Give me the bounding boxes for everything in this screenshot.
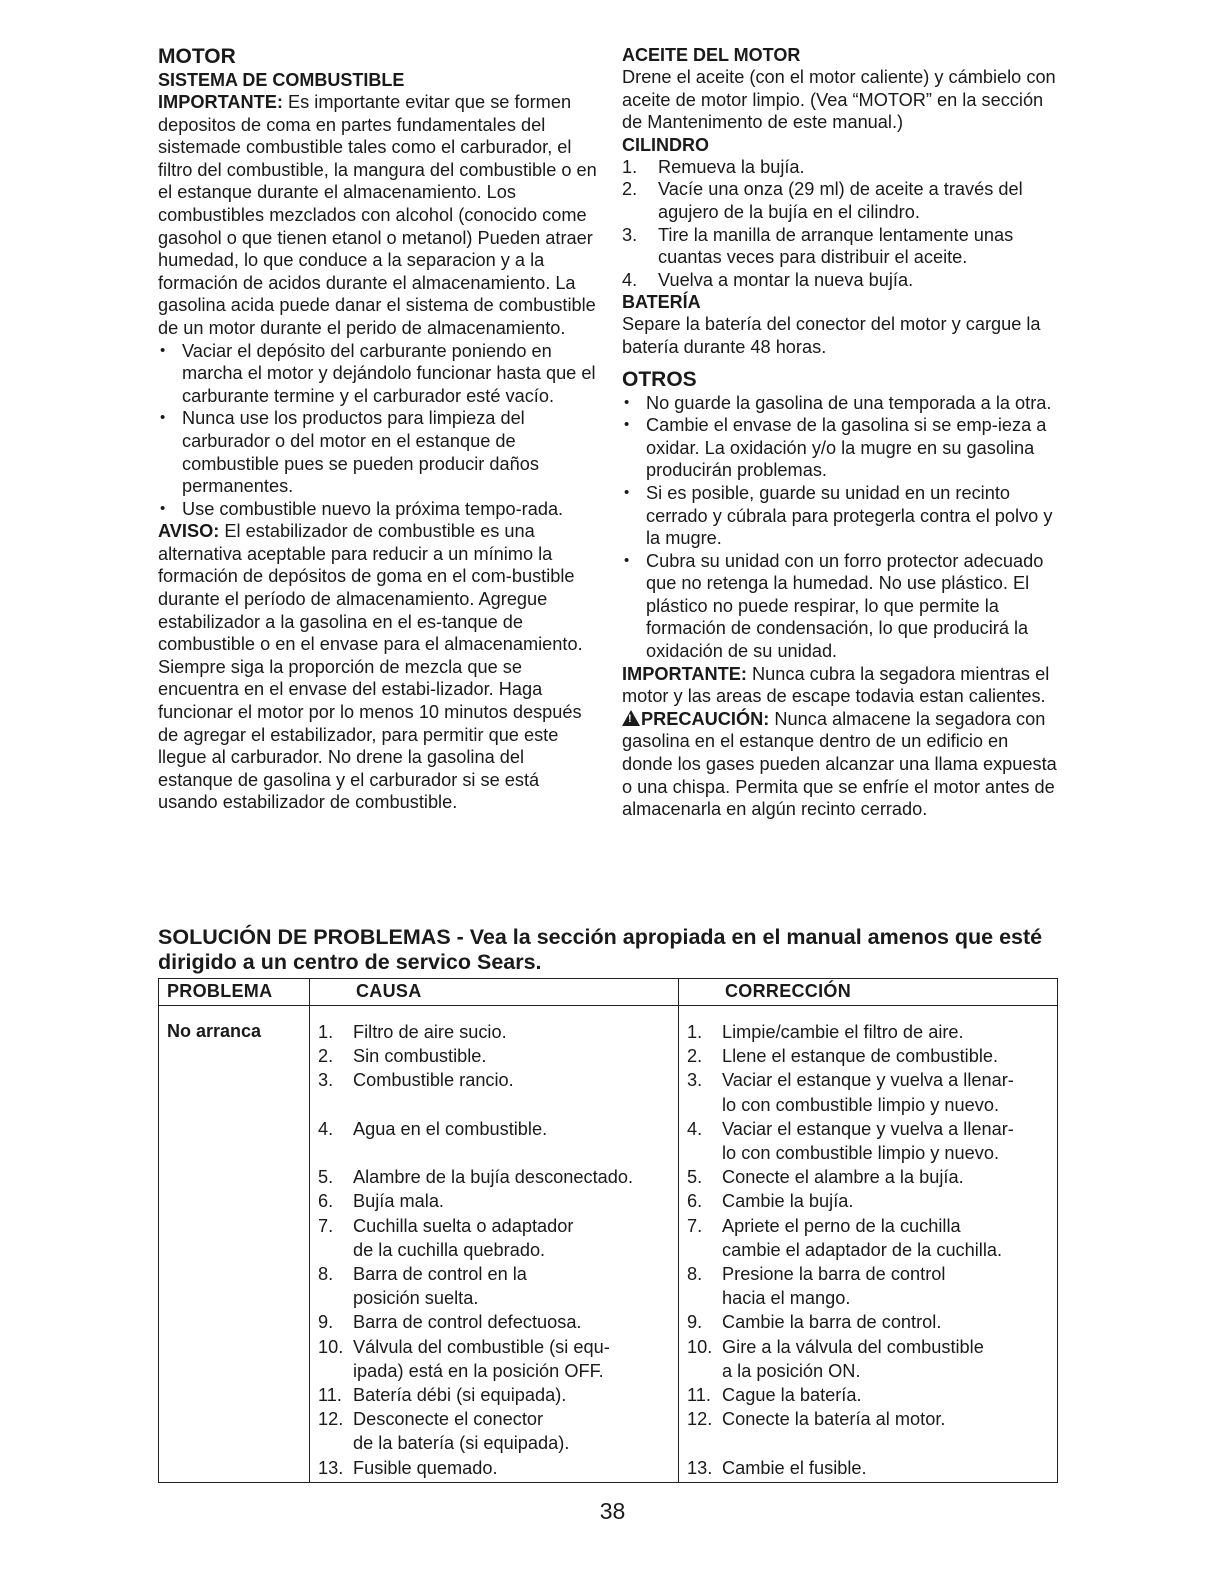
- cause-item: 13. Fusible quemado.: [318, 1457, 498, 1478]
- correction-item: a la posición ON.: [722, 1360, 861, 1381]
- problem-cell: No arranca: [159, 1006, 310, 1483]
- step-number: 3.: [622, 224, 638, 245]
- column-header-correction: CORRECCIÓN: [679, 979, 1058, 1006]
- list-item: • Cubra su unidad con un forro protector adecuado que no retenga la humedad. No use plástico. El plástico no puede respirar, lo que permite la formación de condensación, lo que producirá la oxidación de su unidad.: [622, 550, 1062, 663]
- important-text: Es importante evitar que se formen depositos de coma en partes fundamentales del sistemade combustible tales como el carburador, el filtro del combustible, la mangura del combustible o en el estanque durante el almacenamiento. Los combustibles mezclados con alcohol (conocido come gasohol o que tienen etanol o metanol) Pueden atraer humedad, lo que conduce a la separacion y a la formación de acidos durante el almacenamiento. La gasolina acida puede danar el sistema de combustible de un motor durante el perido de almacenamiento.: [158, 92, 597, 338]
- engine-oil-heading: ACEITE DEL MOTOR: [622, 45, 801, 65]
- list-item: • Cambie el envase de la gasolina si se emp-ieza a oxidar. La oxidación y/o la mugre en su gasolina producirán problemas.: [622, 414, 1062, 482]
- caution-paragraph: [622, 708, 1062, 821]
- correction-item: 12. Conecte la batería al motor.: [687, 1409, 946, 1430]
- others-important-paragraph: [622, 663, 1062, 708]
- correction-item: lo con combustible limpio y nuevo.: [722, 1143, 999, 1164]
- cause-item: posición suelta.: [353, 1288, 479, 1309]
- step-text: Vuelva a montar la nueva bujía.: [658, 269, 914, 290]
- list-item: • Vaciar el depósito del carburante poniendo en marcha el motor y dejándolo funcionar hasta que el carburante termine y el carburador esté vacío.: [158, 340, 598, 408]
- aviso-text: El estabilizador de combustible es una alternativa aceptable para reducir a un mínimo la formación de depósitos de goma en el com-bustible durante el período de almacenamiento. Agregue estabilizador a la gasolina en el es-tanque de combustible o en el envase para el almacenamiento. Siempre siga la proporción de mezcla que se encuentra en el envase del estabi-lizador. Haga funcionar el motor por lo menos 10 minutos después de agregar el estabilizador, para permitir que este llegue al carburador. No drene la gasolina del estanque de gasolina y el carburador si se está usando estabilizador de combustible.: [158, 521, 583, 813]
- list-item: • Use combustible nuevo la próxima tempo-rada.: [158, 498, 598, 521]
- right-column: [622, 44, 1062, 821]
- causes-cell: [310, 1006, 679, 1483]
- troubleshooting-heading: SOLUCIÓN DE PROBLEMAS - Vea la sección apropiada en el manual amenos que esté dirigido a un centro de servico Sears.: [158, 925, 1043, 974]
- aviso-label: AVISO:: [158, 521, 220, 542]
- cylinder-heading: CILINDRO: [622, 134, 709, 155]
- list-item: • No guarde la gasolina de una temporada a la otra.: [622, 392, 1062, 415]
- others-heading: OTROS: [622, 367, 697, 391]
- table-row: [159, 1006, 1058, 1483]
- correction-item: hacia el mango.: [722, 1288, 851, 1309]
- cylinder-steps: [622, 156, 1062, 292]
- list-item: [622, 269, 1062, 292]
- correction-item: 13. Cambie el fusible.: [687, 1457, 867, 1478]
- important-label: IMPORTANTE:: [622, 663, 747, 684]
- correction-item: 8. Presione la barra de control: [687, 1264, 946, 1285]
- left-column: [158, 44, 598, 814]
- fuel-bullet-list: [158, 340, 598, 521]
- caution-text: Nunca almacene la segadora con gasolina en el estanque dentro de un edificio en donde los gases pueden alcanzar una llama expuesta o una chispa. Permita que se enfríe el motor antes de almacenarla en algún recinto cerrado.: [622, 708, 1057, 820]
- cause-item: 1. Filtro de aire sucio.: [318, 1022, 507, 1042]
- correction-item: 7. Apriete el perno de la cuchilla: [687, 1215, 961, 1236]
- correction-item: 3. Vaciar el estanque y vuelva a llenar-: [687, 1070, 1014, 1091]
- cause-item: de la batería (si equipada).: [353, 1433, 570, 1454]
- cause-item: [318, 1141, 672, 1165]
- cause-item: de la cuchilla quebrado.: [353, 1239, 546, 1260]
- aviso-paragraph: [158, 520, 598, 814]
- correction-item: 6. Cambie la bujía.: [687, 1191, 854, 1212]
- fuel-system-heading: SISTEMA DE COMBUSTIBLE: [158, 70, 405, 90]
- list-item: • Nunca use los productos para limpieza del carburador o del motor en el estanque de combustible pues se pueden producir daños permanentes.: [158, 407, 598, 497]
- step-text: Tire la manilla de arranque lentamente unas cuantas veces para distribuir el aceite.: [658, 224, 1014, 268]
- cause-item: 7. Cuchilla suelta o adaptador: [318, 1215, 574, 1236]
- cause-item: 11. Batería débi (si equipada).: [318, 1385, 567, 1406]
- battery-text: Separe la batería del conector del motor y cargue la batería durante 48 horas.: [622, 314, 1041, 357]
- correction-item: 2. Llene el estanque de combustible.: [687, 1046, 999, 1067]
- list-item: • Si es posible, guarde su unidad en un recinto cerrado y cúbrala para protegerla contra el polvo y la mugre.: [622, 482, 1062, 550]
- cause-item: 4. Agua en el combustible.: [318, 1118, 548, 1139]
- others-bullet-list: [622, 392, 1062, 663]
- troubleshooting-table: [158, 978, 1058, 1483]
- correction-item: 11. Cague la batería.: [687, 1385, 862, 1406]
- cause-item: 9. Barra de control defectuosa.: [318, 1312, 582, 1333]
- column-header-problem: PROBLEMA: [159, 979, 310, 1006]
- motor-heading: MOTOR: [158, 45, 236, 68]
- cause-item: 8. Barra de control en la: [318, 1264, 527, 1285]
- step-number: 1.: [622, 156, 638, 177]
- step-number: 4.: [622, 269, 638, 290]
- page-number: 38: [599, 1498, 626, 1524]
- list-item: [622, 224, 1062, 269]
- fuel-important-paragraph: [158, 91, 598, 340]
- cause-item: [318, 1093, 672, 1117]
- cause-item: 6. Bujía mala.: [318, 1191, 444, 1212]
- list-item: [622, 156, 1062, 179]
- cause-item: 10. Válvula del combustible (si equ-: [318, 1336, 610, 1357]
- correction-item: 5. Conecte el alambre a la bujía.: [687, 1167, 964, 1188]
- cause-item: ipada) está en la posición OFF.: [353, 1360, 604, 1381]
- correction-item: lo con combustible limpio y nuevo.: [722, 1094, 999, 1115]
- important-label: IMPORTANTE:: [158, 92, 283, 112]
- cause-item: 3. Combustible rancio.: [318, 1070, 514, 1091]
- warning-triangle-icon: [622, 710, 640, 726]
- battery-heading: BATERÍA: [622, 292, 701, 313]
- step-text: Remueva la bujía.: [658, 156, 805, 177]
- column-header-cause: CAUSA: [310, 979, 679, 1006]
- engine-oil-text: Drene el aceite (con el motor caliente) y cámbielo con aceite de motor limpio. (Vea “MOTOR” en la sección de Mantenimento de este manual.): [622, 67, 1056, 133]
- list-item: [622, 178, 1062, 223]
- cause-item: 5. Alambre de la bujía desconectado.: [318, 1167, 634, 1188]
- correction-item: cambie el adaptador de la cuchilla.: [722, 1239, 1003, 1260]
- step-text: Vacíe una onza (29 ml) de aceite a través del agujero de la bujía en el cilindro.: [658, 179, 1023, 222]
- caution-label: PRECAUCIÓN:: [641, 708, 770, 729]
- step-number: 2.: [622, 179, 638, 200]
- correction-item: 9. Cambie la barra de control.: [687, 1312, 942, 1333]
- correction-item: [687, 1431, 1051, 1455]
- correction-item: 1. Limpie/cambie el filtro de aire.: [687, 1022, 964, 1042]
- correction-item: 10. Gire a la válvula del combustible: [687, 1336, 984, 1357]
- correction-item: 4. Vaciar el estanque y vuelva a llenar-: [687, 1118, 1014, 1139]
- corrections-cell: [679, 1006, 1058, 1483]
- cause-item: 2. Sin combustible.: [318, 1046, 487, 1067]
- table-header-row: [159, 979, 1058, 1006]
- cause-item: 12. Desconecte el conector: [318, 1409, 544, 1430]
- important-text: Nunca cubra la segadora mientras el motor y las areas de escape todavia estan calientes.: [622, 663, 1050, 707]
